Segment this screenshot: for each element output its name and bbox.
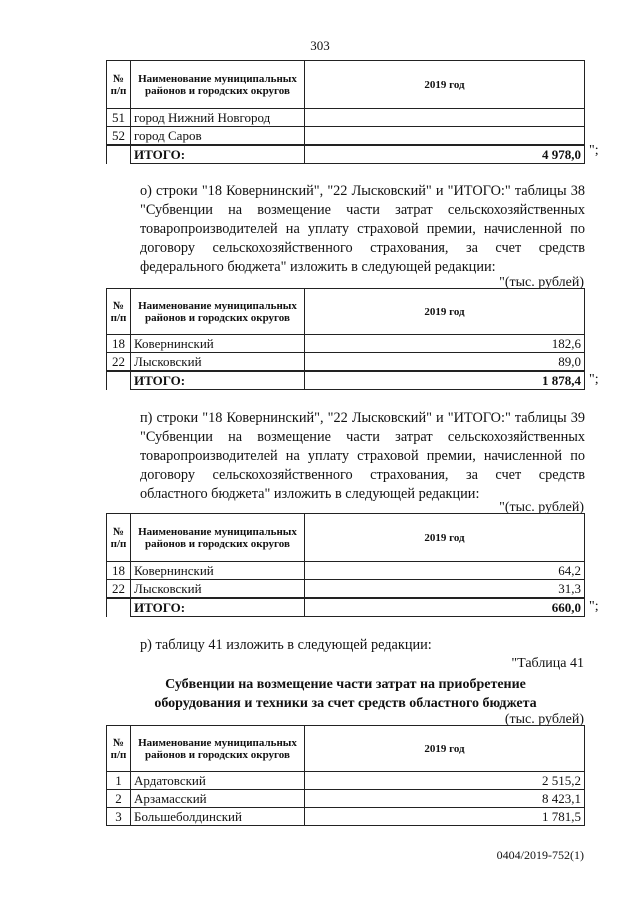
table-row: 1 Ардатовский 2 515,2	[107, 772, 585, 790]
table-row: 22 Лысковский 89,0	[107, 353, 585, 372]
table-3	[106, 513, 585, 617]
units-label: "(тыс. рублей)	[499, 275, 584, 290]
total-row: ИТОГО: 1 878,4	[107, 371, 585, 390]
header-num: № п/п	[107, 289, 131, 335]
units-label: "(тыс. рублей)	[499, 500, 584, 515]
table-row: 18 Ковернинский 64,2	[107, 562, 585, 580]
table-41-label: "Таблица 41	[511, 656, 584, 671]
closing-quote: ";	[589, 599, 599, 614]
closing-quote: ";	[589, 372, 599, 387]
table-row: 2 Арзамасский 8 423,1	[107, 790, 585, 808]
table-41	[106, 725, 585, 826]
units-label: (тыс. рублей)	[504, 712, 584, 727]
header-name: Наименование муниципальных районов и городских округов	[131, 289, 305, 335]
table-2	[106, 288, 585, 390]
header-name: Наименование муниципальных районов и городских округов	[131, 726, 305, 772]
header-name: Наименование муниципальных районов и городских округов	[131, 514, 305, 562]
table-row: 51 город Нижний Новгород	[107, 109, 585, 127]
table-41-title: Субвенции на возмещение части затрат на приобретение оборудования и техники за счет средств областного бюджета	[154, 677, 537, 711]
closing-quote: ";	[589, 143, 599, 158]
table-row: 52 город Саров	[107, 127, 585, 146]
header-num: № п/п	[107, 726, 131, 772]
table-row: 18 Ковернинский 182,6	[107, 335, 585, 353]
table-row: 3 Большеболдинский 1 781,5	[107, 808, 585, 826]
header-year: 2019 год	[305, 514, 585, 562]
document-code: 0404/2019-752(1)	[496, 848, 584, 862]
total-row: ИТОГО: 4 978,0	[107, 145, 585, 164]
total-row: ИТОГО: 660,0	[107, 598, 585, 617]
header-year: 2019 год	[305, 726, 585, 772]
table-row: 22 Лысковский 31,3	[107, 580, 585, 599]
header-year: 2019 год	[305, 61, 585, 109]
header-num: № п/п	[107, 61, 131, 109]
header-num: № п/п	[107, 514, 131, 562]
paragraph-o: о) строки "18 Ковернинский", "22 Лысковский" и "ИТОГО:" таблицы 38 "Субвенции на возмещение части затрат сельскохозяйственных товаропроизводителей на уплату страховой премии, начисленной по договору сельскохозяйственного страхования, за счет средств федерального бюджета" изложить в следующей редакции:	[140, 183, 585, 275]
table-1	[106, 60, 585, 164]
header-name: Наименование муниципальных районов и городских округов	[131, 61, 305, 109]
page-number: 303	[310, 38, 330, 53]
header-year: 2019 год	[305, 289, 585, 335]
paragraph-r: р) таблицу 41 изложить в следующей редакции:	[140, 637, 432, 653]
paragraph-p: п) строки "18 Ковернинский", "22 Лысковский" и "ИТОГО:" таблицы 39 "Субвенции на возмещение части затрат сельскохозяйственных товаропроизводителей на уплату страховой премии, начисленной по договору сельскохозяйственного страхования, за счет средств областного бюджета" изложить в следующей редакции:	[140, 410, 585, 502]
